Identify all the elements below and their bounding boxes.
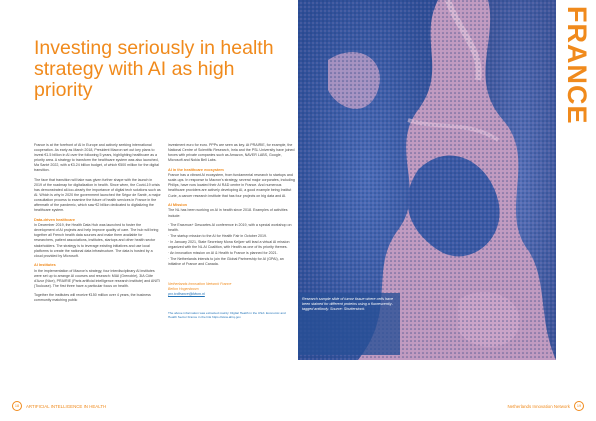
paragraph: In the implementation of Macron's strategy, four interdisciplinary AI institutes were set up to arrange AI courses and research: MIAI (Grenoble), 3IA Côte d'Azur (Nice), PRAIRIE (Paris artificial intelligence research institute) and ANITI (Toulouse). The first three have a particular focus on health. (34, 268, 161, 288)
page-number: 19 (574, 401, 584, 411)
page-number: 18 (12, 401, 22, 411)
section-heading: AI Institutes (34, 263, 56, 268)
list-item: · The startup mission to the AI for Health Fair in October 2019. (168, 233, 268, 238)
activity-list (168, 223, 295, 268)
section-heading: AI in the healthcare ecosystem (168, 167, 224, 172)
paragraph: Together the institutes will receive €150 million over 4 years, the business community matching public (34, 293, 151, 303)
text-column-2 (168, 143, 295, 319)
credit-email-link[interactable]: prx.tcdfrance@fdwm.nl (168, 291, 205, 296)
section-heading: AI Mission (168, 202, 187, 207)
paragraph: In December 2019, the Health Data Hub was launched to foster the development of AI projects and help improve quality of care. The hub will bring together all French health data sources and make them available for researchers, patient associations, institutes, startups and other health sector stakeholders. The strategy is to leverage existing initiatives and use local platforms to create the national data infrastructure. The data is hosted by a cloud provided by Microsoft. (34, 223, 159, 258)
right-page (298, 0, 596, 421)
paragraph: investment euro for euro. PPPs are seen as key. At PRAIRIE, for example, the National Centre of Scientific Research, Inria and the PSL University have joined forces with private companies such as Amazon, NAVER LABS, Google, Microsoft and Nokia Bell Labs. (168, 143, 295, 163)
author-credit (168, 282, 295, 297)
credit-org: Netherlands Innovation Network France (168, 281, 232, 286)
paragraph: France is at the forefront of AI in Europe and actively seeking international cooperation. As early as March 2018, President Macron set out key plans to invest €1.5 billion in AI over the following 5 years, highlighting healthcare as a priority area. A strategy to transform the healthcare system was also launched, Ma Santé 2022, with a €3.24 billion budget, of which €500 million for the digital transition. (34, 143, 159, 173)
footer-label: Netherlands Innovation Network (507, 403, 570, 409)
paragraph: The face that transition will take was given further shape with the launch in 2019 of the roadmap for digitalization in health. Since when, the Covid-19 crisis has demonstrated all-too-clearly the importance of digital tech solutions such as AI. Which is why in 2020 the government launched the Ségur de Santé, a major consultation process to examine the future of health services in France in the aftermath of the pandemic, which saw €2 billion dedicated to digitalizing the healthcare system. (34, 177, 161, 213)
paragraph: France has a vibrant AI ecosystem, from fundamental research to startups and scale-ups. In response to Macron's strategy, several major corporates, including Philips, have now located their AI R&D centre in France. And numerous healthcare providers are actively developing AI, a good example being Institut Curie, a cancer research institute that has four projects on big data and AI. (168, 173, 295, 198)
paragraph: The NL has been working on AI in health since 2018. Examples of activities include: (168, 208, 288, 218)
list-item: · The Netherlands intends to join the Global Partnership for AI (GPAI), an initiative of France and Canada. (168, 257, 284, 267)
list-item: · In January 2021, State Secretary Mona Keijzer will lead a virtual AI mission organized with the NL AI Coalition, with Health as one of its priority themes. (168, 240, 290, 250)
section-heading: Data-driven healthcare (34, 217, 75, 222)
footer-label: ARTIFICIAL INTELLIGENCE IN HEALTH (26, 403, 107, 409)
footnote: The above information was extracted mainly: Digital Health in the USA: Economic and Health Sector France in the link https://www.ahrq.gov (168, 310, 286, 320)
image-caption: Research sample slide of tumor tissue where cells have been stained for different proteins using a fluorescently-tagged antibody. Source: Shutterstock. (298, 293, 400, 355)
credit-name: Bellon Hogenboom (168, 286, 199, 291)
footer-right (508, 401, 584, 411)
page-title: Investing seriously in health strategy with AI as high priority (34, 37, 274, 101)
list-item: · An innovation mission on AI & Health to France is planned for 2021. (168, 251, 278, 256)
text-column-1 (34, 143, 161, 308)
list-item: · The Erasmus+ Descartes AI conference in 2019, with a special workshop on health. (168, 222, 292, 232)
footer-left (12, 401, 106, 411)
country-label: FRANCE (562, 6, 592, 125)
